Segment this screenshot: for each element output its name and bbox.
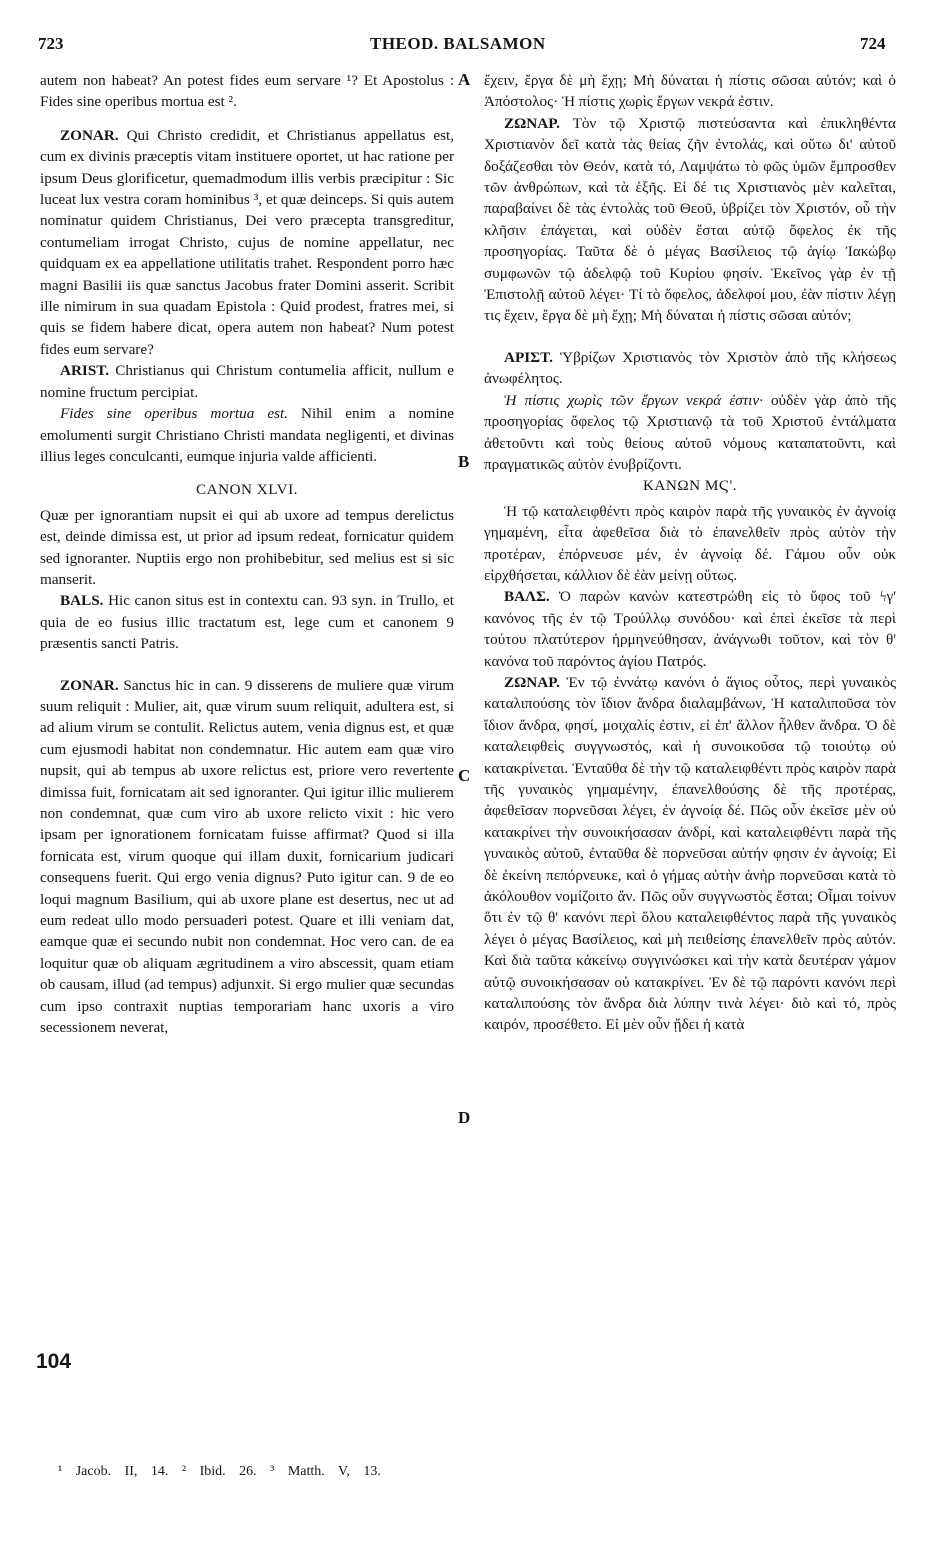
greek-zonar-label-1: ΖΩΝΑΡ. [504,114,560,132]
latin-fides-paragraph [40,403,454,467]
latin-arist-commentary [40,360,454,403]
greek-arist-commentary [484,347,896,390]
latin-arist-label: ARIST. [60,362,110,380]
greek-opening-paragraph: ἔχειν, ἔργα δὲ μὴ ἔχῃ; Μὴ δύναται ἡ πίστις σῶσαι αὐτόν; καὶ ὁ Ἀπόστολος· Ἡ πίστις χωρὶς ἔργων νεκρά ἐστιν. [484,72,896,111]
page-number-left: 723 [38,34,64,53]
greek-zonar-commentary-1 [484,113,896,327]
footnotes: ¹ Jacob. II, 14. ² Ibid. 26. ³ Matth. V, 13. [58,1464,381,1479]
greek-pistis-paragraph [484,390,896,476]
greek-canon-title: ΚΑΝΩΝ ΜϚ'. [642,477,738,495]
margin-letter-b: B [458,452,470,471]
margin-letter-a: A [458,70,471,89]
latin-bals-label: BALS. [60,592,104,610]
greek-bals-text: Ὁ παρὼν κανὼν κατεστρώθη εἰς τὸ ὕφος τοῦ ϟγ' κανόνος τῆς ἐν τῷ Τρούλλῳ συνόδου· καὶ ἐπεὶ ἐκεῖσε τὰ περὶ τούτου πλατύτερον ἡρμηνεύθησαν, ἀνάγνωθι τοῦτον, καὶ τὸν θ' κανόνα τοῦ παρόντος ἁγίου Πατρός. [484,588,896,670]
latin-canon-text: Quæ per ignorantiam nupsit ei qui ab uxore ad tempus derelictus est, deinde dimissa est, ut prior ad ipsum redeat, fornicatur quidem sed ignoranter. Nuptiis ergo non prohibebitur, sed melius est si sic manserit. [40,506,454,588]
latin-arist-text: Christianus qui Christum contumelia afficit, nullum e nomine fructum percipiat. [40,362,454,401]
latin-zonar-label-2: ZONAR. [60,676,119,694]
latin-bals-text: Hic canon situs est in contextu can. 93 syn. in Trullo, et quia de eo fusius illic tractatum est, lege cum et canonem 9 præsentis sancti Patris. [40,592,454,653]
greek-zonar-text-2: Ἐν τῷ ἐννάτῳ κανόνι ὁ ἅγιος οὗτος, περὶ γυναικὸς καταλιπούσης τὸν ἴδιον ἄνδρα διαλαμβάνων, Ἡ καταλιποῦσα τὸν ἴδιον ἄνδρα, φησί, μοιχαλίς ἐστιν, εἰ ἐπ' ἄλλον ἦλθεν ἄνδρα. Ὁ δὲ καταλειφθεὶς συγγνωστός, καὶ ἡ συνοικοῦσα τῷ τοιούτῳ οὐ κατακρίνεται. Ἐνταῦθα δὲ τὴν τῷ καταλειφθέντι πρὸς καιρὸν παρὰ τῆς γυναικὸς γημαμένην, ἐπανελθούσης δὲ τῆς προτέρας, ἀφεθεῖσαν πορνεῦσαι λέγει, ἐν ἀγνοίᾳ δέ. Πῶς οὖν ἐκεῖσε μὲν οὐ κατακρίνει τὴν συνοικήσασαν ἀνδρί, καὶ καταλειφθέντι παρὰ τῆς γυναικὸς αὐτοῦ, ἐνταῦθα δὲ πορνεῦσαι αὐτήν φησιν ἐν ἀγνοίᾳ; Εἰ δὲ ἐκείνη πεπόρνευκε, καὶ ὁ γήμας αὐτὴν ἀνὴρ πορνεῦσαι κατὰ τὸ ἀκόλουθον νομίζοιτο ἄν. Πῶς οὖν συγγνωστὸς ἔσται; Οἶμαι τοίνυν ὅτι ἐν τῷ θ' κανόνι περὶ ὅλου καταλειφθέντος παρὰ τῆς γυναικὸς λέγει ὁ μέγας Βασίλειος, καὶ μὴ πειθείσης ἐπανελθεῖν πρὸς αὐτόν. Καὶ διὰ ταῦτα κἀκείνῳ συγγινώσκει καὶ τὴν κατὰ δευτέραν γάμον αὐτῷ συνοικήσασαν οὐ κατακρίνει. Ἐν δὲ τῷ παρόντι κανόνι περὶ καταλιπούσης τὸν ἄνδρα διὰ λύπην τινὰ λέγει· διὸ καὶ τό, πρὸς καιρόν, προσέθετο. Εἰ μὲν οὖν ᾔδει ἡ κατὰ [484,673,897,1034]
greek-bals-label: ΒΑΛΣ. [504,588,550,606]
running-header [0,34,938,64]
greek-zonar-commentary-2 [484,672,896,1036]
greek-pistis-lemma: Ἡ πίστις χωρὶς τῶν ἔργων νεκρά ἐστιν· [504,391,763,409]
margin-letter-c: C [458,766,471,785]
greek-arist-label: ΑΡΙΣΤ. [504,348,553,366]
greek-pistis-text: οὐδὲν γὰρ ἀπὸ τῆς προσηγορίας ὄφελος τῷ Χριστιανῷ τὰ τοῦ Χριστοῦ ἐντάλματα ἀθετοῦντι καὶ τοὺς θείους αὐτοῦ νόμους καταπατοῦντι, καὶ πραγματικῶς αὐτὸν ἐνυβρίζοντι. [484,391,897,473]
latin-zonar-text-1: Qui Christo credidit, et Christianus appellatus est, cum ex divinis præceptis vitam instituere oportet, ut hac ratione per ipsum Deus glorificetur, quemadmodum illis verbis præcipitur : Sic luceat lux vestra coram hominibus ³, et quæ deinceps. Si quis autem nominatur quidem Christianus, Dei vero præcepta transgreditur, contumeliam irrogat Christo, cujus de nomine appellatur, nec quidquam ex ea appellatione utilitatis trahet. Respondent porro hæc magni Basilii iis quæ sanctus Jacobus frater Domini asserit. Scribit ille nimirum in sua quadam Epistola : Quid prodest, fratres mei, si quis se fidem habere dicat, opera autem non habeat? Num potest fides eum servare? [40,126,454,358]
latin-canon-title: CANON XLVI. [196,481,298,499]
greek-zonar-label-2: ΖΩΝΑΡ. [504,673,560,691]
latin-opening-paragraph: autem non habeat? An potest fides eum servare ¹? Et Apostolus : Fides sine operibus mortua est ². [40,72,454,111]
latin-fides-lemma: Fides sine operibus mortua est. [60,405,289,423]
latin-zonar-commentary-2 [40,675,454,1039]
greek-arist-text: Ὑβρίζων Χριστιανὸς τὸν Χριστὸν ἀπὸ τῆς κλήσεως ἀνωφέλητος. [484,348,896,388]
running-head-title: THEOD. BALSAMON [370,34,546,53]
greek-column [484,70,896,1036]
latin-zonar-commentary-1 [40,125,454,360]
latin-column [40,70,454,1038]
latin-zonar-text-2: Sanctus hic in can. 9 disserens de muliere quæ virum suum reliquit : Mulier, ait, quæ virum suum reliquit, adultera est, si ad alium virum se contulit. Relictus autem, venia dignus est, et quæ cum ejusmodi habitat non condemnatur. Hic autem eam quæ viro nupsit, qui ab tempus ab uxore relictus est, priore vero revertente dimissa fuit, fornicatam ait sed ignoranter. Qui igitur illic mulierem non condemnat, quæ cum viro ab uxore relicto vixit : hic vero ipsam per ignorationem fornicatam fuisse affirmat? Quod si illa fornicata est, virum quoque qui illam duxit, fornicarium judicari consequens fuerit. Qui ergo venia dignus? Puto igitur can. 9 de eo loqui magnum Basilium, qui ab uxore plane est desertus, nec ut ad eum redeat ullo modo persuaderi potest. Quare et illi veniam dat, eamque quæ ei secundo nubit non condemnat. Hoc vero can. de ea loquitur quæ ob aliquam ægritudinem a viro abscessit, quam etiam ob causam, illud (ad tempus) adjunxit. Si ergo mulier quæ secundas cum ipso contraxit nuptias temporariam hanc uxoris a viro secessionem neverat, [40,676,455,1037]
latin-bals-commentary [40,590,454,654]
page-number-right: 724 [860,34,886,53]
greek-canon-text: Ἡ τῷ καταλειφθέντι πρὸς καιρὸν παρὰ τῆς γυναικὸς ἐν ἀγνοίᾳ γημαμένη, εἶτα ἀφεθεῖσα διὰ τὸ ἐπανελθεῖν πρὸς αὐτὸν τὴν προτέραν, ἐπόρνευσε μέν, ἐν ἀγνοίᾳ δέ. Γάμου οὖν οὐκ εἰρχθήσεται, κάλλιον δὲ ἐὰν μείνῃ οὕτως. [484,502,896,584]
latin-fides-text: Nihil enim a nomine emolumenti surgit Christiano Christi mandata negligenti, et divinas illius leges conculcanti, eumque injuria valde afficienti. [40,405,455,465]
greek-bals-commentary [484,586,896,672]
margin-letter-d: D [458,1108,471,1127]
latin-zonar-label-1: ZONAR. [60,126,119,144]
signature-mark: 104 [36,1350,72,1373]
greek-zonar-text-1: Τὸν τῷ Χριστῷ πιστεύσαντα καὶ ἐπικληθέντα Χριστιανὸν δεῖ κατὰ τὰς θείας ζῆν ἐντολάς, καὶ οὕτω δι' αὐτοῦ δοξάζεσθαι τὸν Θεόν, κατὰ τό, Λαμψάτω τὸ φῶς ὑμῶν ἔμπροσθεν τῶν ἀνθρώπων, καὶ τὰ ἑξῆς. Εἰ δέ τις Χριστιανὸς μὲν καλεῖται, παραβαίνει δὲ τὰς ἐντολὰς τοῦ Θεοῦ, ὑβρίζει τὸν Χριστόν, οὗ τὴν κλῆσιν ἐπάγεται, καὶ οὐδὲν ἔσται αὐτῷ ὄφελος ἐκ τῆς προσηγορίας. Ταῦτα δὲ ὁ μέγας Βασίλειος τῷ ἁγίῳ Ἰακώβῳ συμφωνῶν τῷ ἀδελφῷ τοῦ Κυρίου φησίν. Ἐκεῖνος γὰρ ἐν τῇ Ἐπιστολῇ αὐτοῦ λέγει· Τί τὸ ὄφελος, ἀδελφοί μου, ἐὰν πίστιν λέγῃ τις ἔχειν, ἔργα δὲ μὴ ἔχῃ; Μὴ δύναται ἡ πίστις σῶσαι αὐτόν; [484,114,896,325]
